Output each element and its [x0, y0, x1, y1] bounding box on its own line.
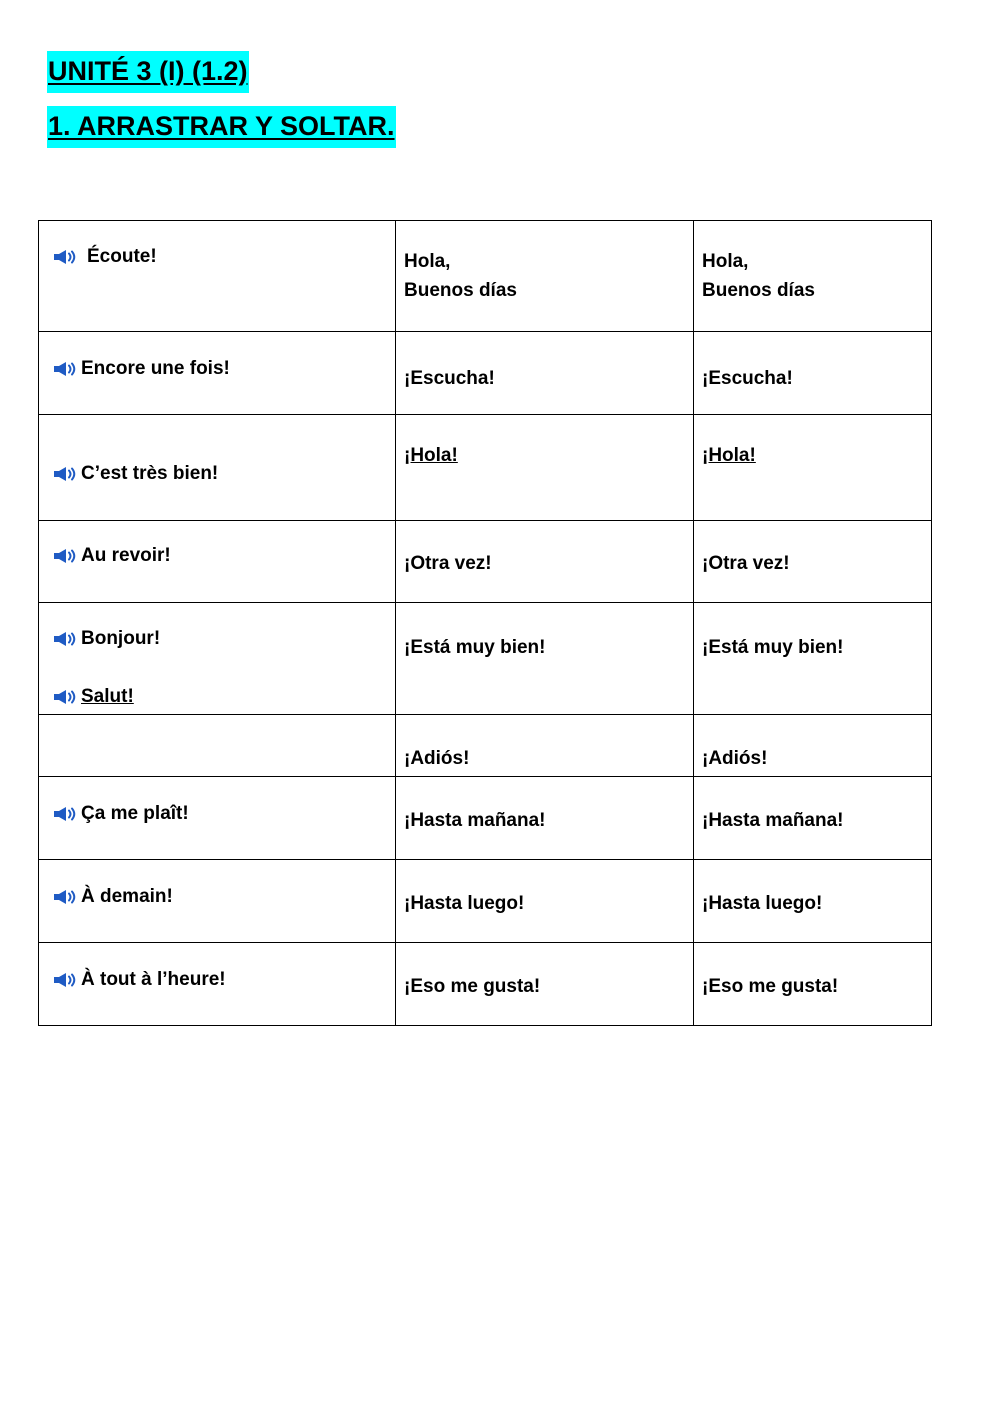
speaker-icon[interactable] — [53, 972, 79, 988]
option-cell[interactable] — [694, 415, 932, 521]
option-cell[interactable] — [694, 715, 932, 777]
table-row — [39, 603, 932, 715]
french-cell — [39, 777, 396, 860]
option-text: ¡Escucha! — [702, 368, 793, 389]
answer-text: ¡Hasta mañana! — [404, 810, 546, 831]
table-row — [39, 415, 932, 521]
french-phrase: C’est très bien! — [81, 463, 219, 484]
table-row — [39, 860, 932, 943]
french-phrase: Bonjour! — [81, 628, 161, 649]
answer-cell[interactable] — [396, 777, 694, 860]
option-text: ¡Hasta luego! — [702, 893, 823, 914]
option-cell[interactable] — [694, 521, 932, 603]
answer-text: ¡Adiós! — [404, 748, 470, 769]
french-phrase: À demain! — [81, 886, 173, 907]
answer-cell[interactable] — [396, 521, 694, 603]
option-text: ¡Adiós! — [702, 748, 768, 769]
answer-text: ¡Escucha! — [404, 368, 495, 389]
speaker-icon[interactable] — [53, 631, 79, 647]
table-row — [39, 521, 932, 603]
french-cell — [39, 415, 396, 521]
speaker-icon[interactable] — [53, 889, 79, 905]
answer-cell[interactable] — [396, 860, 694, 943]
speaker-icon[interactable] — [53, 689, 79, 705]
option-cell[interactable] — [694, 332, 932, 415]
answer-cell[interactable] — [396, 943, 694, 1026]
french-phrase: À tout à l’heure! — [81, 969, 226, 990]
option-text: ¡Eso me gusta! — [702, 976, 839, 997]
answer-cell[interactable] — [396, 603, 694, 715]
french-cell — [39, 860, 396, 943]
table-row — [39, 332, 932, 415]
option-text: Hola, Buenos días — [702, 251, 815, 301]
answer-text: ¡Está muy bien! — [404, 637, 546, 658]
speaker-icon[interactable] — [53, 806, 79, 822]
answer-cell[interactable] — [396, 221, 694, 332]
french-phrase: Écoute! — [87, 246, 157, 267]
option-text: ¡Está muy bien! — [702, 637, 844, 658]
speaker-icon[interactable] — [53, 249, 79, 265]
french-cell-empty — [39, 715, 396, 777]
answer-cell[interactable] — [396, 332, 694, 415]
french-cell — [39, 332, 396, 415]
answer-text: ¡Hasta luego! — [404, 893, 525, 914]
option-cell[interactable] — [694, 221, 932, 332]
unit-title: UNITÉ 3 (I) (1.2) — [47, 51, 249, 93]
option-cell[interactable] — [694, 777, 932, 860]
answer-text: ¡Hola! — [404, 445, 458, 466]
french-phrase: Ça me plaît! — [81, 803, 189, 824]
option-text: ¡Hasta mañana! — [702, 810, 844, 831]
table-row — [39, 777, 932, 860]
table-row — [39, 715, 932, 777]
answer-text: Hola, Buenos días — [404, 251, 517, 301]
french-cell — [39, 521, 396, 603]
option-cell[interactable] — [694, 943, 932, 1026]
french-phrase: Salut! — [81, 686, 134, 707]
french-phrase: Au revoir! — [81, 545, 171, 566]
option-text: ¡Otra vez! — [702, 553, 790, 574]
french-cell — [39, 603, 396, 715]
answer-cell[interactable] — [396, 415, 694, 521]
option-cell[interactable] — [694, 860, 932, 943]
speaker-icon[interactable] — [53, 466, 79, 482]
answer-cell[interactable] — [396, 715, 694, 777]
exercise-title: 1. ARRASTRAR Y SOLTAR. — [47, 106, 396, 148]
speaker-icon[interactable] — [53, 361, 79, 377]
french-phrase: Encore une fois! — [81, 358, 230, 379]
table-row — [39, 221, 932, 332]
option-cell[interactable] — [694, 603, 932, 715]
answer-text: ¡Eso me gusta! — [404, 976, 541, 997]
french-cell — [39, 221, 396, 332]
speaker-icon[interactable] — [53, 548, 79, 564]
french-cell — [39, 943, 396, 1026]
answer-text: ¡Otra vez! — [404, 553, 492, 574]
table-row — [39, 943, 932, 1026]
option-text: ¡Hola! — [702, 445, 756, 466]
matching-table — [38, 220, 932, 1026]
